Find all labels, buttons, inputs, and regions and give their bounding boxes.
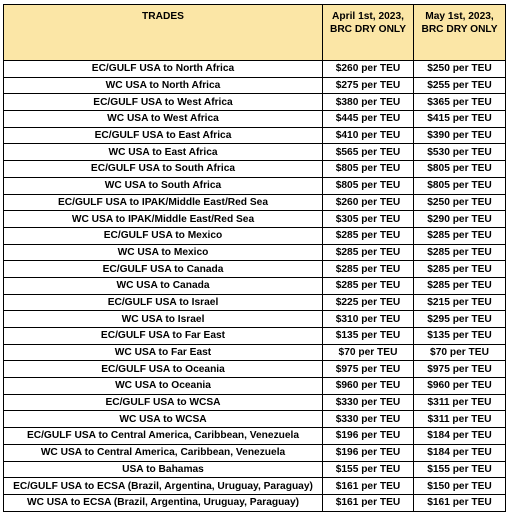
may-rate-cell: $295 per TEU: [414, 311, 506, 328]
trade-cell: WC USA to WCSA: [4, 411, 323, 428]
april-rate-cell: $310 per TEU: [323, 311, 414, 328]
table-row: [4, 411, 506, 428]
may-rate-cell: $530 per TEU: [414, 144, 506, 161]
may-rate-cell: $135 per TEU: [414, 328, 506, 345]
may-rate-cell: $285 per TEU: [414, 227, 506, 244]
rates-table: [3, 4, 506, 512]
may-rate-cell: $285 per TEU: [414, 261, 506, 278]
table-row: [4, 294, 506, 311]
trade-cell: EC/GULF USA to East Africa: [4, 127, 323, 144]
trade-cell: WC USA to South Africa: [4, 177, 323, 194]
trade-cell: EC/GULF USA to Mexico: [4, 227, 323, 244]
table-row: [4, 361, 506, 378]
april-rate-cell: $805 per TEU: [323, 177, 414, 194]
may-rate-cell: $161 per TEU: [414, 494, 506, 511]
may-rate-cell: $255 per TEU: [414, 77, 506, 94]
may-rate-cell: $250 per TEU: [414, 194, 506, 211]
table-row: [4, 311, 506, 328]
table-row: [4, 277, 506, 294]
trade-cell: EC/GULF USA to South Africa: [4, 161, 323, 178]
may-rate-cell: $70 per TEU: [414, 344, 506, 361]
may-rate-cell: $285 per TEU: [414, 277, 506, 294]
may-rate-cell: $960 per TEU: [414, 378, 506, 395]
may-rate-cell: $365 per TEU: [414, 94, 506, 111]
header-row: [4, 5, 506, 61]
header-april-date: April 1st, 2023,: [332, 11, 404, 22]
trade-cell: WC USA to ECSA (Brazil, Argentina, Uruguay, Paraguay): [4, 494, 323, 511]
april-rate-cell: $805 per TEU: [323, 161, 414, 178]
may-rate-cell: $805 per TEU: [414, 161, 506, 178]
may-rate-cell: $155 per TEU: [414, 461, 506, 478]
table-row: [4, 428, 506, 445]
header-may-note: BRC DRY ONLY: [421, 24, 498, 35]
trade-cell: EC/GULF USA to Central America, Caribbean, Venezuela: [4, 428, 323, 445]
table-row: [4, 344, 506, 361]
may-rate-cell: $250 per TEU: [414, 61, 506, 78]
trade-cell: EC/GULF USA to IPAK/Middle East/Red Sea: [4, 194, 323, 211]
trade-cell: WC USA to Oceania: [4, 378, 323, 395]
table-row: [4, 94, 506, 111]
april-rate-cell: $285 per TEU: [323, 244, 414, 261]
rates-table-container: [3, 4, 506, 512]
april-rate-cell: $330 per TEU: [323, 411, 414, 428]
table-row: [4, 127, 506, 144]
april-rate-cell: $260 per TEU: [323, 61, 414, 78]
table-row: [4, 194, 506, 211]
table-row: [4, 494, 506, 511]
header-may: [414, 5, 506, 61]
trade-cell: WC USA to Far East: [4, 344, 323, 361]
may-rate-cell: $311 per TEU: [414, 394, 506, 411]
table-row: [4, 444, 506, 461]
trade-cell: EC/GULF USA to Oceania: [4, 361, 323, 378]
trade-cell: EC/GULF USA to ECSA (Brazil, Argentina, Uruguay, Paraguay): [4, 478, 323, 495]
trade-cell: WC USA to IPAK/Middle East/Red Sea: [4, 211, 323, 228]
trade-cell: WC USA to Mexico: [4, 244, 323, 261]
april-rate-cell: $196 per TEU: [323, 428, 414, 445]
table-row: [4, 177, 506, 194]
trade-cell: USA to Bahamas: [4, 461, 323, 478]
table-row: [4, 111, 506, 128]
april-rate-cell: $410 per TEU: [323, 127, 414, 144]
april-rate-cell: $445 per TEU: [323, 111, 414, 128]
may-rate-cell: $150 per TEU: [414, 478, 506, 495]
april-rate-cell: $155 per TEU: [323, 461, 414, 478]
may-rate-cell: $975 per TEU: [414, 361, 506, 378]
april-rate-cell: $960 per TEU: [323, 378, 414, 395]
table-header: [4, 5, 506, 61]
april-rate-cell: $135 per TEU: [323, 328, 414, 345]
trade-cell: WC USA to Israel: [4, 311, 323, 328]
table-row: [4, 211, 506, 228]
may-rate-cell: $415 per TEU: [414, 111, 506, 128]
table-row: [4, 394, 506, 411]
table-row: [4, 478, 506, 495]
april-rate-cell: $161 per TEU: [323, 478, 414, 495]
header-april-note: BRC DRY ONLY: [329, 24, 407, 35]
trade-cell: EC/GULF USA to Israel: [4, 294, 323, 311]
april-rate-cell: $285 per TEU: [323, 277, 414, 294]
may-rate-cell: $805 per TEU: [414, 177, 506, 194]
trade-cell: EC/GULF USA to Far East: [4, 328, 323, 345]
april-rate-cell: $330 per TEU: [323, 394, 414, 411]
trade-cell: WC USA to Central America, Caribbean, Venezuela: [4, 444, 323, 461]
may-rate-cell: $311 per TEU: [414, 411, 506, 428]
table-row: [4, 61, 506, 78]
may-rate-cell: $184 per TEU: [414, 444, 506, 461]
trade-cell: WC USA to East Africa: [4, 144, 323, 161]
april-rate-cell: $275 per TEU: [323, 77, 414, 94]
table-row: [4, 461, 506, 478]
trade-cell: WC USA to West Africa: [4, 111, 323, 128]
april-rate-cell: $196 per TEU: [323, 444, 414, 461]
table-row: [4, 261, 506, 278]
april-rate-cell: $260 per TEU: [323, 194, 414, 211]
table-row: [4, 378, 506, 395]
april-rate-cell: $285 per TEU: [323, 261, 414, 278]
may-rate-cell: $390 per TEU: [414, 127, 506, 144]
trade-cell: WC USA to Canada: [4, 277, 323, 294]
may-rate-cell: $290 per TEU: [414, 211, 506, 228]
header-april: [323, 5, 414, 61]
header-trades: TRADES: [4, 5, 323, 61]
table-body: [4, 61, 506, 512]
table-row: [4, 328, 506, 345]
april-rate-cell: $565 per TEU: [323, 144, 414, 161]
trade-cell: EC/GULF USA to Canada: [4, 261, 323, 278]
may-rate-cell: $285 per TEU: [414, 244, 506, 261]
table-row: [4, 144, 506, 161]
trade-cell: EC/GULF USA to North Africa: [4, 61, 323, 78]
april-rate-cell: $225 per TEU: [323, 294, 414, 311]
header-may-date: May 1st, 2023,: [425, 11, 494, 22]
table-row: [4, 244, 506, 261]
table-row: [4, 161, 506, 178]
trade-cell: WC USA to North Africa: [4, 77, 323, 94]
trade-cell: EC/GULF USA to West Africa: [4, 94, 323, 111]
april-rate-cell: $975 per TEU: [323, 361, 414, 378]
april-rate-cell: $161 per TEU: [323, 494, 414, 511]
april-rate-cell: $70 per TEU: [323, 344, 414, 361]
table-row: [4, 227, 506, 244]
april-rate-cell: $305 per TEU: [323, 211, 414, 228]
april-rate-cell: $285 per TEU: [323, 227, 414, 244]
table-row: [4, 77, 506, 94]
april-rate-cell: $380 per TEU: [323, 94, 414, 111]
may-rate-cell: $215 per TEU: [414, 294, 506, 311]
may-rate-cell: $184 per TEU: [414, 428, 506, 445]
trade-cell: EC/GULF USA to WCSA: [4, 394, 323, 411]
